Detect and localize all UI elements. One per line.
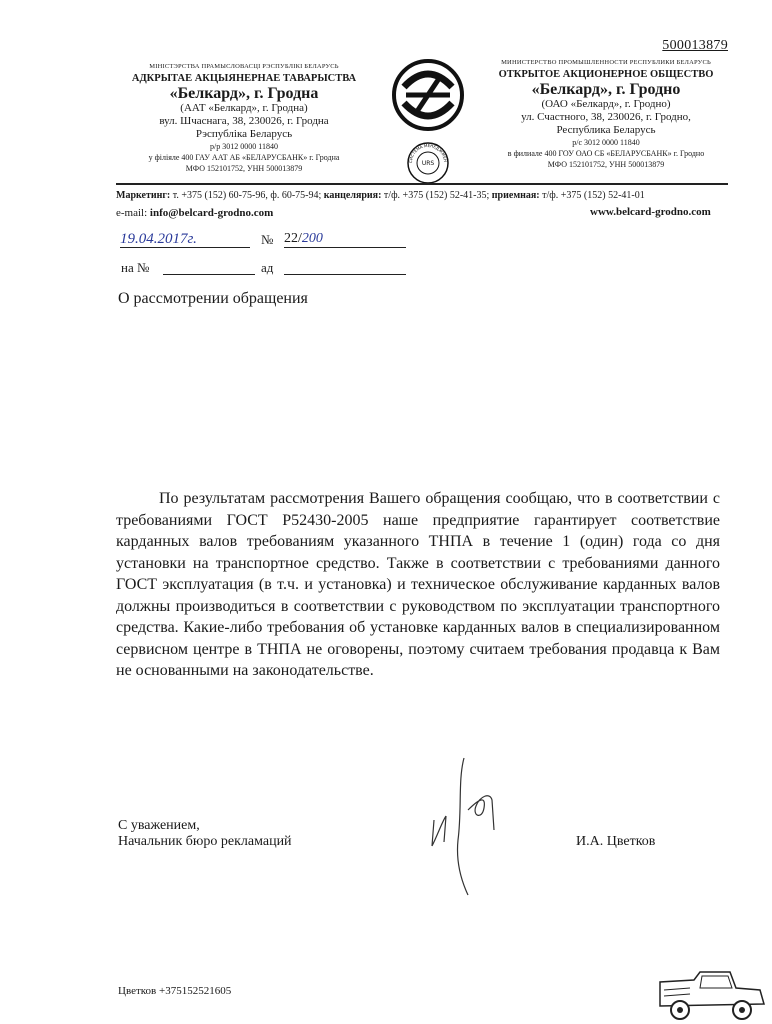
org-type-ru: ОТКРЫТОЕ АКЦИОНЕРНОЕ ОБЩЕСТВО (498, 69, 714, 80)
incoming-ad-label: ад (261, 260, 274, 275)
org-name-by: «Белкард», г. Гродна (169, 85, 319, 102)
marketing-phone: т. +375 (152) 60-75-96, ф. 60-75-94; (172, 190, 322, 201)
footer-contact: Цветков +375152521605 (118, 985, 232, 997)
country-ru: Республика Беларусь (556, 124, 656, 136)
org-type-by: АДКРЫТАЕ АКЦЫЯНЕРНАЕ ТАВАРЫСТВА (131, 73, 357, 84)
reception-phone: т/ф. +375 (152) 52-41-01 (542, 190, 645, 201)
org-name-ru: «Белкард», г. Гродно (531, 81, 681, 98)
ministry-by: МІНІСТЭРСТВА ПРАМЫСЛОВАСЦІ РЭСПУБЛІКІ БЕЛАРУСЬ (149, 63, 339, 70)
signature-icon (428, 750, 508, 900)
incoming-ref-blank (163, 259, 255, 275)
address-by: вул. Шчаснага, 38, 230026, г. Гродна (159, 115, 329, 127)
account-ru: р/с 3012 0000 11840 (572, 138, 640, 147)
country-by: Рэспубліка Беларусь (195, 128, 293, 140)
letterhead-right-column (478, 58, 734, 170)
org-short-name-ru: (ОАО «Белкард», г. Гродно) (541, 98, 671, 110)
chancellery-phone: т/ф. +375 (152) 52-41-35; (383, 190, 490, 201)
bank-by: у філіяле 400 ГАУ ААТ АБ «БЕЛАРУСБАНК» г. Гродна (148, 153, 340, 162)
outgoing-number-handwritten: 200 (301, 231, 323, 246)
letterhead-left-column (118, 62, 370, 174)
letter-body: По результатам рассмотрения Вашего обращения сообщаю, что в соответствии с требованиями ГОСТ Р52430-2005 наше предприятие гарантирует соответствие карданных валов требованиям указанного ТНПА в течение 1 (один) года со дня установки на транспортное средство. Также в соответствии с требованиями данного ГОСТ эксплуатация (в т.ч. и установка) и техническое обслуживание карданных валов должны производиться в соответствии с руководством по эксплуатации транспортного средства. Какие-либо требования об установке карданных валов в специализированном сервисном центре в ТНПА не оговорены, поэтому считаем требования продавца к Вам не основанными на законодательстве. (116, 490, 720, 679)
incoming-ref-label: на № (121, 260, 150, 275)
letter-subject: О рассмотрении обращения (118, 290, 308, 307)
seal-center-text: URS (421, 160, 435, 167)
mfo-by: МФО 152101752, УНН 500013879 (185, 164, 303, 173)
chancellery-label: канцелярия: (323, 190, 382, 201)
outgoing-date: 19.04.2017г. (120, 231, 250, 248)
incoming-ad-blank (284, 259, 406, 275)
email-link[interactable]: info@belcard-grodno.com (149, 207, 274, 219)
signer-position: Начальник бюро рекламаций (118, 834, 292, 849)
email-row (116, 207, 273, 219)
website-link[interactable]: www.belcard-grodno.com (590, 206, 711, 218)
address-ru: ул. Счастного, 38, 230026, г. Гродно, (521, 111, 691, 123)
letterhead-divider (116, 183, 728, 185)
company-logo (384, 57, 474, 187)
closing-regards: С уважением, (118, 818, 200, 833)
bank-ru: в филиале 400 ГОУ ОАО СБ «БЕЛАРУСБАНК» г. Гродно (507, 149, 705, 158)
seal-text: СИСТЕМА МЕНЕДЖМЕН (407, 142, 449, 164)
mfo-ru: МФО 152101752, УНН 500013879 (547, 160, 665, 169)
registration-number: 500013879 (662, 38, 728, 53)
outgoing-number-label: № (261, 232, 274, 247)
signer-name: И.А. Цветков (576, 834, 656, 849)
truck-icon (650, 968, 772, 1024)
contacts-line (116, 189, 736, 202)
outgoing-number-prefix: 22/ (284, 231, 302, 246)
reception-label: приемная: (491, 190, 540, 201)
email-label: e-mail: (116, 207, 148, 219)
org-short-name-by: (ААТ «Белкард», г. Гродна) (180, 102, 308, 114)
outgoing-number (284, 231, 406, 248)
marketing-label: Маркетинг: (116, 190, 171, 201)
ministry-ru: МИНИСТЕРСТВО ПРОМЫШЛЕННОСТИ РЕСПУБЛИКИ БЕЛАРУСЬ (501, 59, 711, 66)
account-by: р/р 3012 0000 11840 (210, 142, 278, 151)
